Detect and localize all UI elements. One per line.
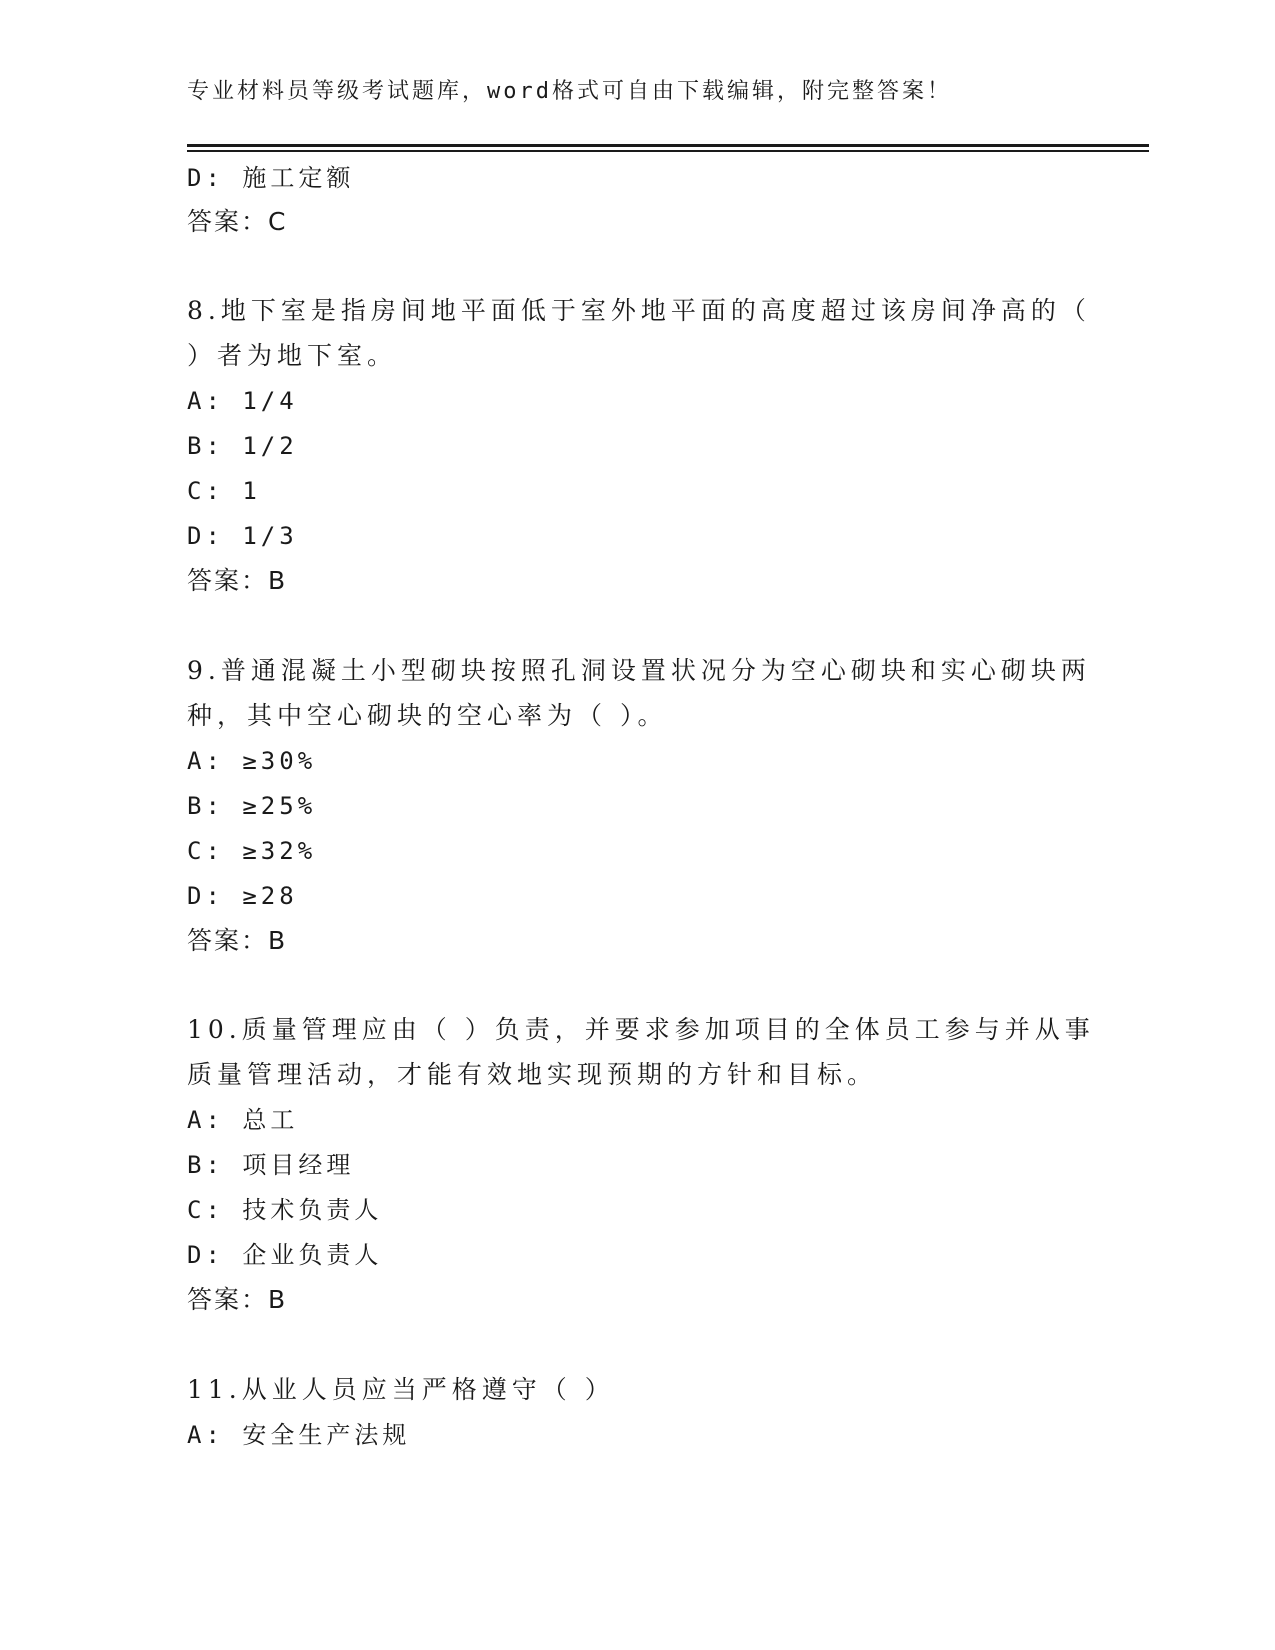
question-8-answer: 答案：B — [187, 566, 288, 595]
question-9-text-line2: 种，其中空心砌块的空心率为（ ）。 — [187, 701, 668, 730]
question-11-text-line1: 11.从业人员应当严格遵守（ ） — [187, 1375, 615, 1404]
question-10-text-line1: 10.质量管理应由（ ）负责，并要求参加项目的全体员工参与并从事 — [187, 1015, 1095, 1044]
option-d: D: 施工定额 — [187, 164, 355, 192]
question-8-option-b: B: 1/2 — [187, 432, 298, 460]
question-10-text-line2: 质量管理活动，才能有效地实现预期的方针和目标。 — [187, 1060, 878, 1089]
question-8-text-line1: 8.地下室是指房间地平面低于室外地平面的高度超过该房间净高的（ — [187, 296, 1091, 325]
question-9-option-d: D: ≥28 — [187, 882, 298, 910]
question-9-option-c: C: ≥32% — [187, 837, 317, 865]
question-9-text-line1: 9.普通混凝土小型砌块按照孔洞设置状况分为空心砌块和实心砌块两 — [187, 656, 1091, 685]
question-9-option-b: B: ≥25% — [187, 792, 317, 820]
question-9-answer: 答案：B — [187, 926, 288, 955]
question-9-option-a: A: ≥30% — [187, 747, 317, 775]
question-10-option-a: A: 总工 — [187, 1106, 299, 1134]
question-8-text-line2: ）者为地下室。 — [187, 341, 398, 370]
answer: 答案：C — [187, 207, 288, 236]
question-10-option-b: B: 项目经理 — [187, 1151, 355, 1179]
question-10-answer: 答案：B — [187, 1285, 288, 1314]
question-8-option-a: A: 1/4 — [187, 387, 298, 415]
header-divider-thick — [187, 144, 1149, 147]
page-header: 专业材料员等级考试题库，word格式可自由下载编辑，附完整答案！ — [187, 79, 952, 104]
question-10-option-d: D: 企业负责人 — [187, 1241, 383, 1269]
question-8-option-c: C: 1 — [187, 477, 261, 505]
question-11-option-a: A: 安全生产法规 — [187, 1421, 411, 1449]
header-divider-thin — [187, 150, 1149, 152]
question-10-option-c: C: 技术负责人 — [187, 1196, 383, 1224]
question-8-option-d: D: 1/3 — [187, 522, 298, 550]
